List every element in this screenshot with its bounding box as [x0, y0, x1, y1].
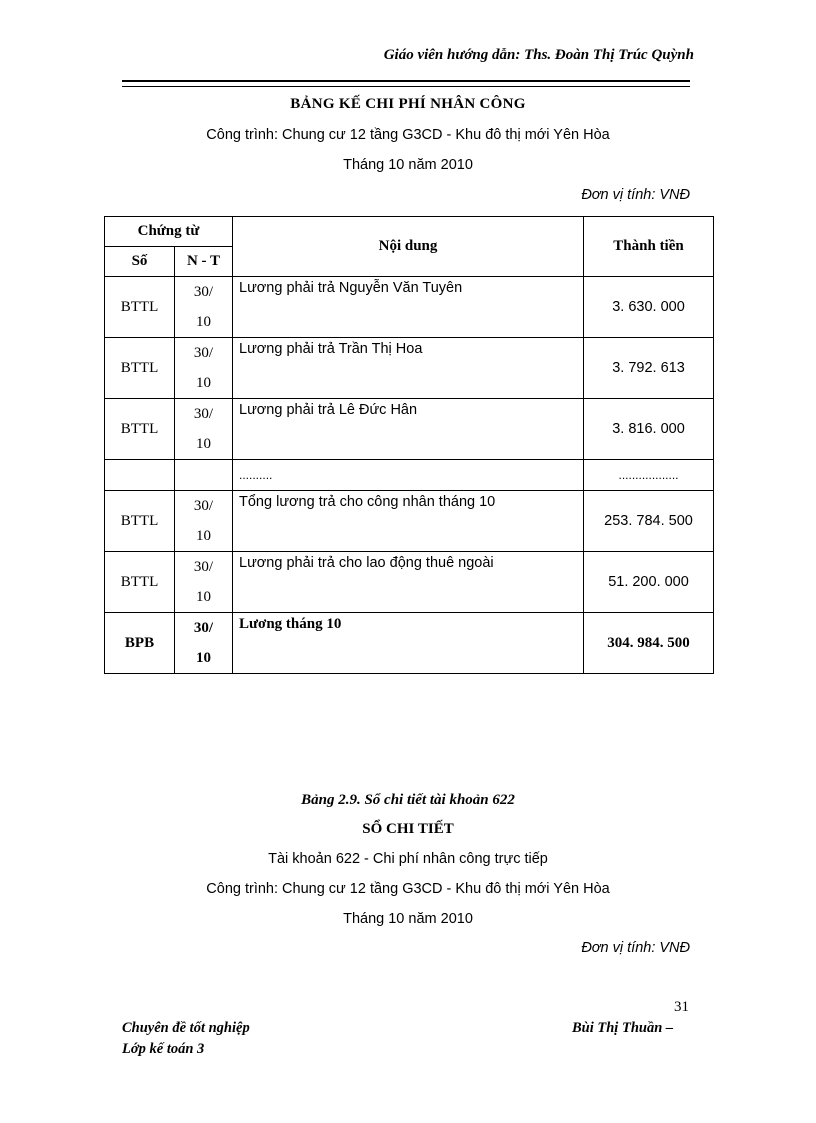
- header-chung-tu: Chứng từ: [105, 217, 233, 247]
- header-advisor: Giáo viên hướng dẫn: Ths. Đoàn Thị Trúc Quỳnh: [383, 47, 694, 63]
- table-row: [105, 491, 714, 552]
- cell-thanh-tien: 3. 816. 000: [584, 399, 714, 460]
- table1-project: Công trình: Chung cư 12 tầng G3CD - Khu đô thị mới Yên Hòa: [206, 127, 610, 143]
- cell-noi-dung: Lương phải trả Nguyễn Văn Tuyên: [233, 277, 584, 338]
- page-number: 31: [674, 999, 689, 1015]
- table-row: [105, 399, 714, 460]
- cell-nt-line1: 30/: [193, 345, 214, 361]
- section2-unit: Đơn vị tính: VNĐ: [581, 940, 690, 956]
- cell-nt-line2: 10: [196, 314, 211, 330]
- table1-unit: Đơn vị tính: VNĐ: [581, 187, 690, 203]
- header-rule-thick: [122, 80, 690, 82]
- cell-so: BTTL: [105, 491, 175, 552]
- cell-noi-dung: Lương phải trả cho lao động thuê ngoài: [233, 552, 584, 613]
- cell-nt-line1: 30/: [193, 620, 214, 636]
- table-row: [105, 277, 714, 338]
- cell-thanh-tien: 3. 792. 613: [584, 338, 714, 399]
- header-rule-thin: [122, 86, 690, 87]
- header-nt: N - T: [175, 247, 233, 277]
- table-row-total: [105, 613, 714, 674]
- header-thanh-tien: Thành tiền: [584, 217, 714, 277]
- cell-thanh-tien: 51. 200. 000: [584, 552, 714, 613]
- cell-noi-dung: ..........: [233, 460, 584, 491]
- cell-noi-dung: Lương phải trả Lê Đức Hân: [233, 399, 584, 460]
- cell-so: BTTL: [105, 338, 175, 399]
- cell-so: BTTL: [105, 277, 175, 338]
- cell-nt-line2: 10: [196, 436, 211, 452]
- cell-noi-dung: Lương tháng 10: [233, 613, 584, 674]
- cell-nt-line2: 10: [196, 375, 211, 391]
- cell-noi-dung: Tổng lương trả cho công nhân tháng 10: [233, 491, 584, 552]
- cell-thanh-tien: 253. 784. 500: [584, 491, 714, 552]
- table-row: [105, 338, 714, 399]
- section2-title: SỔ CHI TIẾT: [362, 821, 454, 837]
- cell-nt: [175, 460, 233, 491]
- cell-nt: [175, 399, 233, 460]
- cell-nt-line1: 30/: [193, 284, 214, 300]
- cell-nt: [175, 613, 233, 674]
- table-row: [105, 552, 714, 613]
- section2-caption: Bảng 2.9. Sổ chi tiết tài khoản 622: [301, 792, 515, 808]
- header-so: Số: [105, 247, 175, 277]
- table-row-ellipsis: [105, 460, 714, 491]
- cell-thanh-tien: ..................: [584, 460, 714, 491]
- section2-project: Công trình: Chung cư 12 tầng G3CD - Khu đô thị mới Yên Hòa: [206, 881, 610, 897]
- footer-class: Lớp kế toán 3: [122, 1041, 205, 1057]
- cell-thanh-tien: 304. 984. 500: [584, 613, 714, 674]
- cell-noi-dung: Lương phải trả Trần Thị Hoa: [233, 338, 584, 399]
- footer-author: Bùi Thị Thuần –: [572, 1020, 674, 1036]
- cell-nt-line1: 30/: [193, 406, 214, 422]
- cell-nt-line1: 30/: [193, 498, 214, 514]
- cell-nt-line2: 10: [196, 528, 211, 544]
- cell-nt-line2: 10: [196, 589, 211, 605]
- section2-period: Tháng 10 năm 2010: [343, 911, 473, 927]
- cell-so: BPB: [105, 613, 175, 674]
- cell-thanh-tien: 3. 630. 000: [584, 277, 714, 338]
- section2-account: Tài khoản 622 - Chi phí nhân công trực tiếp: [268, 851, 548, 867]
- cell-nt: [175, 277, 233, 338]
- cell-nt: [175, 338, 233, 399]
- header-noi-dung: Nội dung: [233, 217, 584, 277]
- cell-nt-line1: 30/: [193, 559, 214, 575]
- footer-topic: Chuyên đề tốt nghiệp: [122, 1020, 250, 1036]
- table1-title: BẢNG KẾ CHI PHÍ NHÂN CÔNG: [290, 96, 526, 112]
- labor-cost-table: [104, 216, 714, 674]
- cell-nt: [175, 491, 233, 552]
- cell-nt: [175, 552, 233, 613]
- table1-period: Tháng 10 năm 2010: [343, 157, 473, 173]
- cell-so: BTTL: [105, 552, 175, 613]
- cell-nt-line2: 10: [196, 650, 211, 666]
- header-row-1: [105, 217, 714, 247]
- cell-so: [105, 460, 175, 491]
- cell-so: BTTL: [105, 399, 175, 460]
